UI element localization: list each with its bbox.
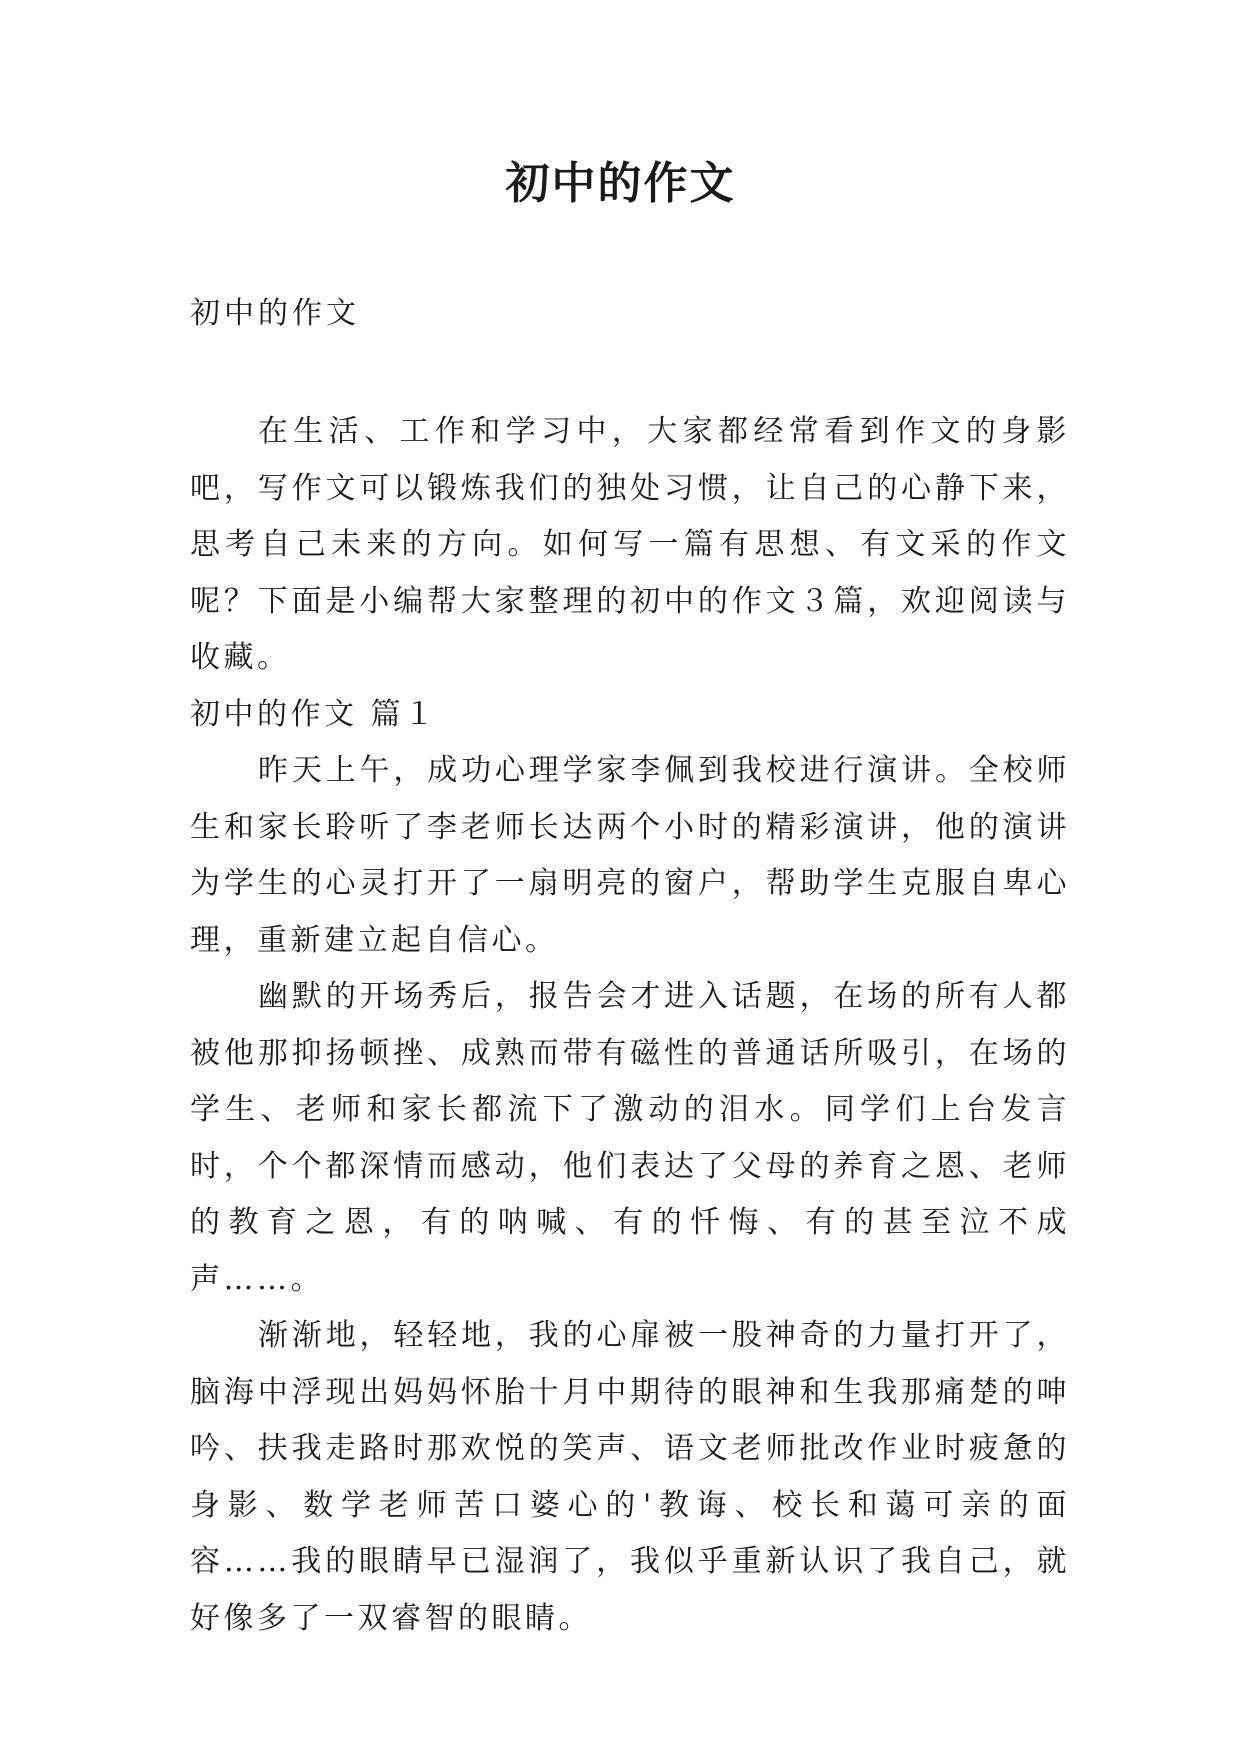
paragraph: 幽默的开场秀后，报告会才进入话题，在场的所有人都被他那抑扬顿挫、成熟而带有磁性的普通话所吸引，在场的学生、老师和家长都流下了激动的泪水。同学们上台发言时，个个都深情而感动，他们表达了父母的养育之恩、老师的教育之恩，有的呐喊、有的忏悔、有的甚至泣不成声……。 (190, 979, 1070, 1297)
paragraph: 渐渐地，轻轻地，我的心扉被一股神奇的力量打开了，脑海中浮现出妈妈怀胎十月中期待的眼神和生我那痛楚的呻吟、扶我走路时那欢悦的笑声、语文老师批改作业时疲惫的身影、数学老师苦口婆心的'教诲、校长和蔼可亲的面容……我的眼睛早已湿润了，我似乎重新认识了我自己，就好像多了一双睿智的眼睛。 (190, 1318, 1070, 1636)
document-title: 初中的作文 (505, 158, 736, 209)
document-body (190, 404, 1070, 1647)
paragraph: 昨天上午，成功心理学家李佩到我校进行演讲。全校师生和家长聆听了李老师长达两个小时的精彩演讲，他的演讲为学生的心灵打开了一扇明亮的窗户，帮助学生克服自卑心理，重新建立起自信心。 (190, 753, 1070, 958)
paragraph-intro: 在生活、工作和学习中，大家都经常看到作文的身影吧，写作文可以锻炼我们的独处习惯，让自己的心静下来，思考自己未来的方向。如何写一篇有思想、有文采的作文呢？下面是小编帮大家整理的初中的作文３篇，欢迎阅读与收藏。 (190, 414, 1070, 675)
section-heading: 初中的作文 篇１ (190, 696, 438, 732)
document-subtitle: 初中的作文 (190, 296, 360, 331)
